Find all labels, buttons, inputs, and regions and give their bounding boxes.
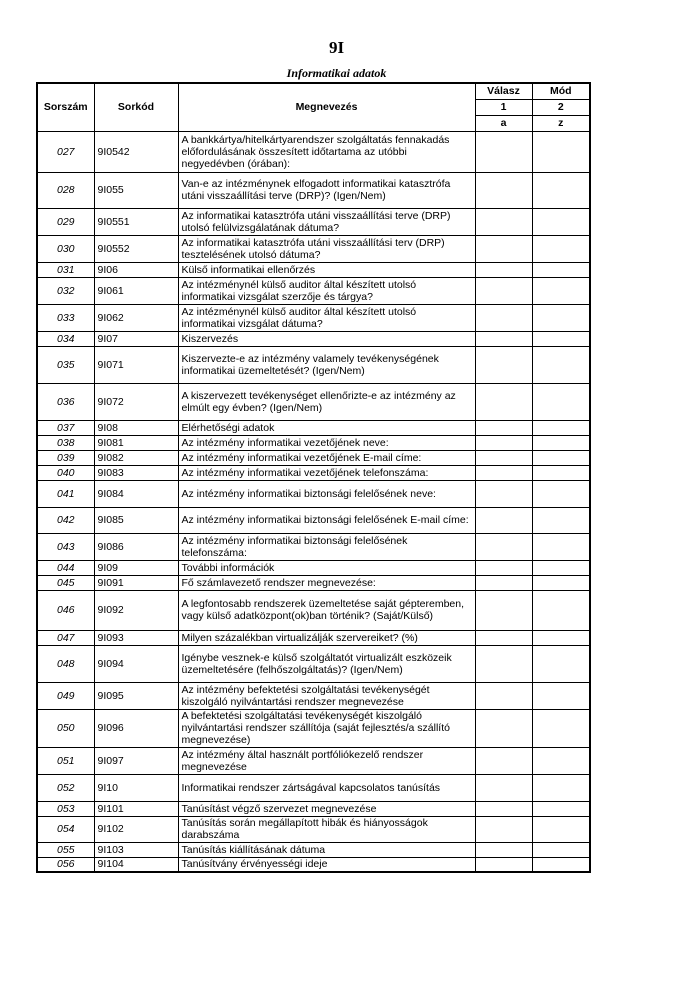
row-number: 044 [37, 560, 94, 575]
header-valasz-number: 1 [475, 99, 532, 115]
mode-cell[interactable] [532, 435, 590, 450]
row-code: 9I102 [94, 816, 178, 842]
row-code: 9I07 [94, 331, 178, 346]
mode-cell[interactable] [532, 235, 590, 262]
answer-cell[interactable] [475, 435, 532, 450]
answer-cell[interactable] [475, 262, 532, 277]
header-mod-letter: z [532, 115, 590, 131]
mode-cell[interactable] [532, 560, 590, 575]
row-description: Az intézmény informatikai biztonsági felelősének neve: [178, 480, 475, 507]
row-number: 051 [37, 747, 94, 774]
table-row [37, 575, 590, 590]
answer-cell[interactable] [475, 590, 532, 630]
mode-cell[interactable] [532, 682, 590, 709]
row-description: Kiszervezés [178, 331, 475, 346]
row-code: 9I08 [94, 420, 178, 435]
answer-cell[interactable] [475, 816, 532, 842]
row-number: 040 [37, 465, 94, 480]
row-description: Az informatikai katasztrófa utáni visszaállítási terve (DRP) utolsó felülvizsgálatának dátuma? [178, 208, 475, 235]
row-code: 9I062 [94, 304, 178, 331]
mode-cell[interactable] [532, 774, 590, 801]
row-number: 048 [37, 645, 94, 682]
table-row [37, 480, 590, 507]
mode-cell[interactable] [532, 645, 590, 682]
row-number: 056 [37, 857, 94, 872]
page-subtitle: Informatikai adatok [286, 66, 387, 80]
row-number: 028 [37, 172, 94, 208]
answer-cell[interactable] [475, 774, 532, 801]
row-description: A kiszervezett tevékenységet ellenőrizte-e az intézmény az elmúlt egy évben? (Igen/Nem) [178, 383, 475, 420]
table-row [37, 262, 590, 277]
row-code: 9I094 [94, 645, 178, 682]
page-title: 9I [328, 38, 345, 57]
row-number: 042 [37, 507, 94, 533]
table-row [37, 235, 590, 262]
row-description: A bankkártya/hitelkártyarendszer szolgáltatás fennakadás előfordulásának összesített időtartama az utóbbi negyedévben (órában): [178, 131, 475, 172]
table-row [37, 801, 590, 816]
row-number: 049 [37, 682, 94, 709]
answer-cell[interactable] [475, 304, 532, 331]
mode-cell[interactable] [532, 747, 590, 774]
mode-cell[interactable] [532, 590, 590, 630]
row-number: 039 [37, 450, 94, 465]
mode-cell[interactable] [532, 801, 590, 816]
answer-cell[interactable] [475, 465, 532, 480]
row-number: 037 [37, 420, 94, 435]
mode-cell[interactable] [532, 208, 590, 235]
header-mod-number: 2 [532, 99, 590, 115]
row-code: 9I10 [94, 774, 178, 801]
row-description: Az intézmény informatikai vezetőjének telefonszáma: [178, 465, 475, 480]
row-code: 9I091 [94, 575, 178, 590]
answer-cell[interactable] [475, 575, 532, 590]
row-number: 036 [37, 383, 94, 420]
answer-cell[interactable] [475, 747, 532, 774]
row-code: 9I101 [94, 801, 178, 816]
answer-cell[interactable] [475, 507, 532, 533]
row-description: Az intézmény informatikai vezetőjének neve: [178, 435, 475, 450]
row-number: 032 [37, 277, 94, 304]
header-valasz: Válasz [475, 83, 532, 99]
mode-cell[interactable] [532, 630, 590, 645]
row-code: 9I0552 [94, 235, 178, 262]
data-table [36, 82, 591, 873]
table-row [37, 507, 590, 533]
mode-cell[interactable] [532, 533, 590, 560]
table-row [37, 709, 590, 747]
mode-cell[interactable] [532, 450, 590, 465]
mode-cell[interactable] [532, 383, 590, 420]
header-mod: Mód [532, 83, 590, 99]
row-number: 046 [37, 590, 94, 630]
table-row [37, 465, 590, 480]
row-code: 9I081 [94, 435, 178, 450]
row-description: A befektetési szolgáltatási tevékenységét kiszolgáló nyilvántartási rendszer szállítója (saját fejlesztés/a szállító megnevezése) [178, 709, 475, 747]
table-row [37, 842, 590, 857]
row-code: 9I086 [94, 533, 178, 560]
answer-cell[interactable] [475, 709, 532, 747]
row-number: 030 [37, 235, 94, 262]
row-description: Az intézmény informatikai biztonsági felelősének E-mail címe: [178, 507, 475, 533]
mode-cell[interactable] [532, 277, 590, 304]
answer-cell[interactable] [475, 172, 532, 208]
table-row [37, 747, 590, 774]
table-row [37, 533, 590, 560]
table-row [37, 277, 590, 304]
row-code: 9I082 [94, 450, 178, 465]
table-row [37, 560, 590, 575]
mode-cell[interactable] [532, 346, 590, 383]
answer-cell[interactable] [475, 450, 532, 465]
row-description: Fő számlavezető rendszer megnevezése: [178, 575, 475, 590]
header-sorkod: Sorkód [94, 83, 178, 131]
answer-cell[interactable] [475, 682, 532, 709]
row-number: 045 [37, 575, 94, 590]
header-sorszam: Sorszám [37, 83, 94, 131]
table-row [37, 645, 590, 682]
row-description: Tanúsítás során megállapított hibák és hiányosságok darabszáma [178, 816, 475, 842]
row-code: 9I097 [94, 747, 178, 774]
answer-cell[interactable] [475, 331, 532, 346]
answer-cell[interactable] [475, 480, 532, 507]
row-description: Az informatikai katasztrófa utáni visszaállítási terv (DRP) tesztelésének utolsó dátuma? [178, 235, 475, 262]
row-number: 047 [37, 630, 94, 645]
header-valasz-letter: a [475, 115, 532, 131]
answer-cell[interactable] [475, 645, 532, 682]
row-description: Az intézmény informatikai vezetőjének E-mail címe: [178, 450, 475, 465]
row-code: 9I071 [94, 346, 178, 383]
mode-cell[interactable] [532, 842, 590, 857]
row-description: Az intézmény által használt portfóliókezelő rendszer megnevezése [178, 747, 475, 774]
answer-cell[interactable] [475, 131, 532, 172]
row-number: 043 [37, 533, 94, 560]
table-row [37, 857, 590, 872]
row-description: Elérhetőségi adatok [178, 420, 475, 435]
table-row [37, 450, 590, 465]
row-description: Tanúsítás kiállításának dátuma [178, 842, 475, 857]
row-description: Informatikai rendszer zártságával kapcsolatos tanúsítás [178, 774, 475, 801]
row-description: Az intézmény informatikai biztonsági felelősének telefonszáma: [178, 533, 475, 560]
answer-cell[interactable] [475, 533, 532, 560]
row-description: Milyen százalékban virtualizálják szervereiket? (%) [178, 630, 475, 645]
table-row [37, 331, 590, 346]
answer-cell[interactable] [475, 277, 532, 304]
table-row [37, 346, 590, 383]
row-code: 9I093 [94, 630, 178, 645]
header-megnevezes: Megnevezés [178, 83, 475, 131]
mode-cell[interactable] [532, 709, 590, 747]
row-description: További információk [178, 560, 475, 575]
table-row [37, 208, 590, 235]
row-description: Tanúsítást végző szervezet megnevezése [178, 801, 475, 816]
row-number: 054 [37, 816, 94, 842]
row-description: Az intézmény befektetési szolgáltatási tevékenységét kiszolgáló nyilvántartási rendszer megnevezése [178, 682, 475, 709]
row-code: 9I092 [94, 590, 178, 630]
row-code: 9I09 [94, 560, 178, 575]
answer-cell[interactable] [475, 630, 532, 645]
row-number: 027 [37, 131, 94, 172]
row-description: Kiszervezte-e az intézmény valamely tevékenységének informatikai üzemeltetését? (Igen/Nem) [178, 346, 475, 383]
mode-cell[interactable] [532, 172, 590, 208]
row-number: 033 [37, 304, 94, 331]
row-description: Van-e az intézménynek elfogadott informatikai katasztrófa utáni visszaállítási terve (DRP)? (Igen/Nem) [178, 172, 475, 208]
row-description: Az intézménynél külső auditor által készített utolsó informatikai vizsgálat dátuma? [178, 304, 475, 331]
row-number: 053 [37, 801, 94, 816]
table-row [37, 682, 590, 709]
row-code: 9I084 [94, 480, 178, 507]
mode-cell[interactable] [532, 480, 590, 507]
row-number: 029 [37, 208, 94, 235]
answer-cell[interactable] [475, 420, 532, 435]
answer-cell[interactable] [475, 383, 532, 420]
row-number: 034 [37, 331, 94, 346]
answer-cell[interactable] [475, 857, 532, 872]
row-number: 041 [37, 480, 94, 507]
mode-cell[interactable] [532, 304, 590, 331]
mode-cell[interactable] [532, 331, 590, 346]
mode-cell[interactable] [532, 816, 590, 842]
mode-cell[interactable] [532, 465, 590, 480]
answer-cell[interactable] [475, 560, 532, 575]
mode-cell[interactable] [532, 857, 590, 872]
row-code: 9I0551 [94, 208, 178, 235]
table-row [37, 131, 590, 172]
table-row [37, 435, 590, 450]
row-number: 050 [37, 709, 94, 747]
answer-cell[interactable] [475, 801, 532, 816]
table-row [37, 630, 590, 645]
row-code: 9I085 [94, 507, 178, 533]
row-number: 055 [37, 842, 94, 857]
row-description: Külső informatikai ellenőrzés [178, 262, 475, 277]
mode-cell[interactable] [532, 262, 590, 277]
table-row [37, 304, 590, 331]
table-row [37, 774, 590, 801]
row-code: 9I096 [94, 709, 178, 747]
row-description: Az intézménynél külső auditor által készített utolsó informatikai vizsgálat szerzője és tárgya? [178, 277, 475, 304]
answer-cell[interactable] [475, 842, 532, 857]
row-code: 9I06 [94, 262, 178, 277]
mode-cell[interactable] [532, 507, 590, 533]
row-code: 9I061 [94, 277, 178, 304]
answer-cell[interactable] [475, 235, 532, 262]
mode-cell[interactable] [532, 420, 590, 435]
row-code: 9I103 [94, 842, 178, 857]
row-number: 035 [37, 346, 94, 383]
row-description: Tanúsítvány érvényességi ideje [178, 857, 475, 872]
row-description: Igénybe vesznek-e külső szolgáltatót virtualizált eszközeik üzemeltetésére (felhőszolgáltatás)? (Igen/Nem) [178, 645, 475, 682]
row-number: 038 [37, 435, 94, 450]
table-row [37, 590, 590, 630]
mode-cell[interactable] [532, 131, 590, 172]
row-code: 9I055 [94, 172, 178, 208]
mode-cell[interactable] [532, 575, 590, 590]
row-code: 9I0542 [94, 131, 178, 172]
table-row [37, 172, 590, 208]
row-number: 031 [37, 262, 94, 277]
row-number: 052 [37, 774, 94, 801]
table-row [37, 383, 590, 420]
row-description: A legfontosabb rendszerek üzemeltetése saját gépteremben, vagy külső adatközpont(ok)ban történik? (Saját/Külső) [178, 590, 475, 630]
answer-cell[interactable] [475, 208, 532, 235]
row-code: 9I083 [94, 465, 178, 480]
table-row [37, 816, 590, 842]
row-code: 9I072 [94, 383, 178, 420]
table-body [37, 131, 590, 872]
table-row [37, 420, 590, 435]
answer-cell[interactable] [475, 346, 532, 383]
row-code: 9I095 [94, 682, 178, 709]
row-code: 9I104 [94, 857, 178, 872]
